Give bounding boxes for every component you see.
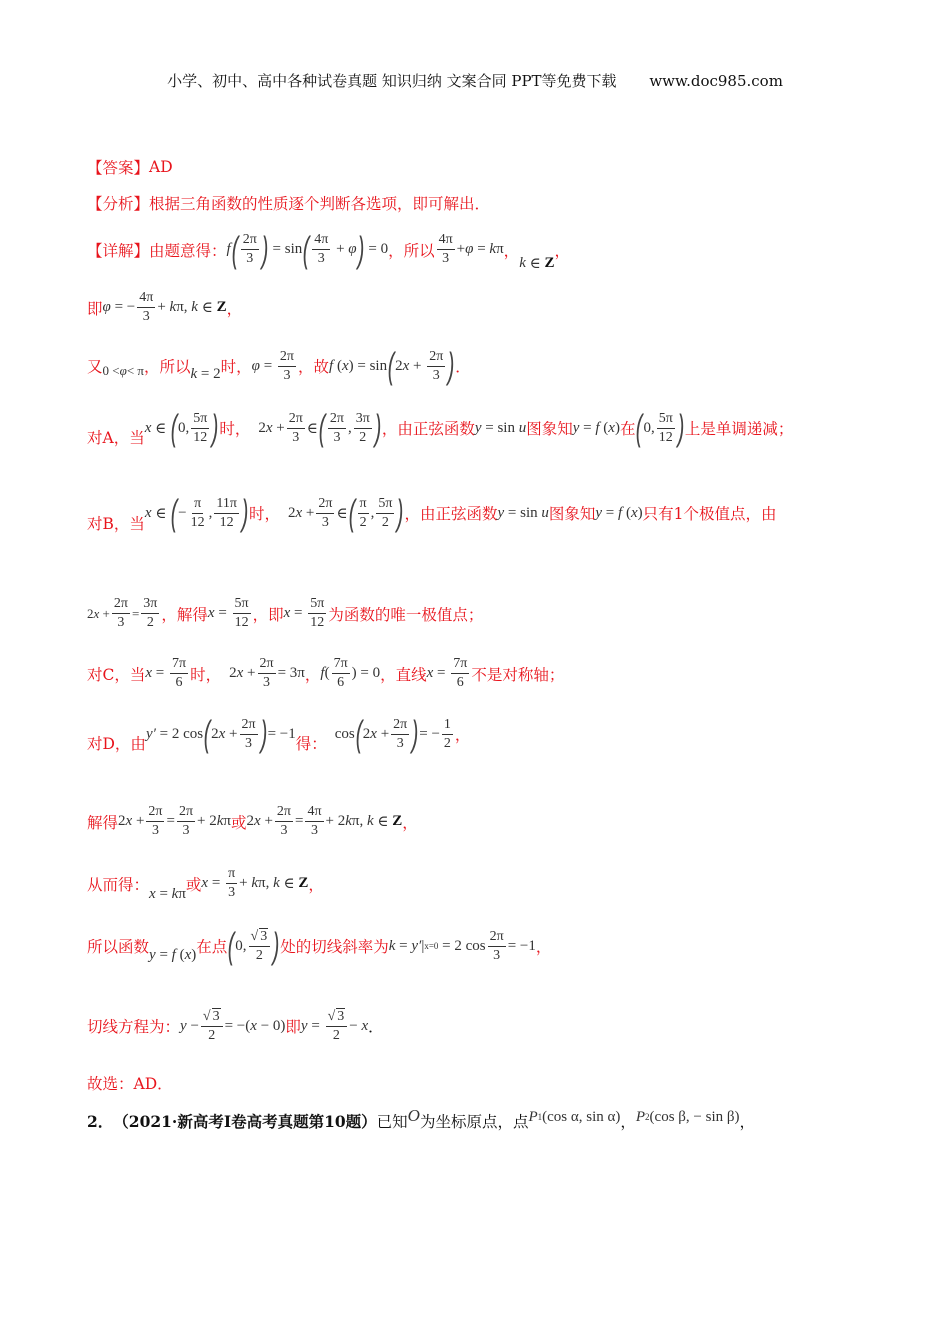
line-text: 图象知: [548, 505, 596, 523]
math-x-kpi: x = k π: [149, 886, 186, 902]
conclusion-text: 故选：AD．: [87, 1075, 173, 1093]
p1-label: P: [528, 1108, 538, 1125]
math-c-line: x = $\frac{7\pi}{6}$: [426, 656, 468, 690]
math-tangent-1: y − $\frac{√ 3}{2}$ = −( x − 0): [180, 1009, 286, 1043]
line-text: ．: [455, 358, 471, 376]
detail-tag: 【详解】: [87, 241, 150, 260]
line-text: 切线方程为：: [87, 1018, 181, 1036]
line-text: ，: [739, 1113, 756, 1131]
line-text: 已知: [376, 1113, 408, 1131]
page-header: [0, 70, 950, 91]
detail-text: ，: [554, 241, 570, 260]
detail-text: ，: [503, 241, 520, 260]
option-b2-line: [87, 596, 910, 631]
option-c-line: [87, 656, 910, 691]
line-text: ，所以: [143, 358, 191, 376]
line-text: ，直线: [380, 665, 427, 684]
line-text: ，: [308, 875, 324, 894]
math-tangent-2: y = $\frac{√ 3}{2}$ − x: [300, 1009, 369, 1043]
slope-line: [87, 925, 910, 966]
line-text: 或: [185, 875, 202, 894]
math-b-range: 2 x + $\frac{2\pi}{3}$ ∈ ( π 2 , 5π 2 ): [287, 492, 404, 533]
math-phi-value: φ = $\frac{2\pi}{3}$: [251, 348, 294, 383]
answer-value: AD: [149, 158, 173, 176]
line-text: 只有1个极值点，由: [642, 505, 777, 523]
math-p2: P 2 ( cos β, − sin β ): [635, 1108, 740, 1125]
math-f-value: f ( 2π 3 ) = sin ( 4π 3 + φ ) = 0: [226, 228, 389, 270]
math-y-fx: y = f ( x ): [572, 419, 620, 436]
analysis-line: [87, 192, 910, 214]
math-k-in-z: k ∈ Z: [519, 255, 555, 272]
math-solve-1: 2 x + $\frac{2\pi}{3}$ = $\frac{2\pi}{3}$ + 2 k π: [118, 804, 231, 838]
line-text: 时，: [220, 358, 252, 376]
math-b-interval: x ∈ ( − $\frac{\pi}{12}$ , 11π 12 ): [144, 492, 249, 533]
line-text: ，: [402, 813, 418, 832]
line-text: 即: [285, 1018, 301, 1036]
line-text: 对B，当: [87, 515, 145, 533]
line-text: ，由正弦函数: [381, 420, 475, 438]
line-text: ，: [304, 665, 321, 684]
conclusion-line: [87, 1072, 910, 1094]
line-text: 在点: [196, 938, 228, 956]
math-phi-range: 0 < φ < π: [102, 363, 144, 378]
line-text: 又: [87, 358, 103, 376]
p2-arg: cos β, − sin β: [654, 1108, 735, 1125]
line-text: 为函数的唯一极值点；: [328, 605, 484, 624]
analysis-tag: 【分析】: [87, 195, 150, 213]
line-text: 从而得：: [87, 875, 150, 894]
answer-line: [87, 156, 910, 178]
math-fx: f ( x ) = sin ( 2 x + $\frac{2\pi}{3}$ ): [329, 345, 455, 386]
line-text: 时，: [248, 505, 280, 523]
line-text: 或: [231, 813, 247, 832]
option-a-line: [87, 408, 910, 448]
line-text: 图象知: [526, 420, 573, 438]
math-phi: φ = − $\frac{4\pi}{3}$ + k π, k ∈ Z: [102, 290, 227, 324]
line-text: ，解得: [161, 605, 208, 624]
math-b2-x2: x = $\frac{5\pi}{12}$: [283, 596, 325, 630]
header-text: 小学、初中、高中各种试卷真题 知识归纳 文案合同 PPT等免费下载: [167, 72, 617, 90]
line-text: ，: [620, 1113, 636, 1131]
line-text: 对C，当: [87, 665, 146, 684]
line-text: 对D，由: [87, 735, 146, 753]
math-x-pi3: x = $\frac{\pi}{3}$ + k π, k ∈ Z: [201, 866, 309, 900]
math-d-deriv: y′ = 2 cos ( 2 x + $\frac{2\pi}{3}$ ) = −1: [145, 713, 296, 754]
you-line: [87, 345, 910, 386]
line-text: 不是对称轴；: [471, 665, 565, 684]
line-text: 时，: [190, 665, 222, 684]
math-p1: P 1 ( cos α, sin α ): [528, 1108, 621, 1125]
math-b2-x: x = $\frac{5\pi}{12}$: [207, 596, 249, 630]
math-y-fx-c: y = f ( x ): [149, 946, 197, 963]
math-slope: k = y′ | x=0 = 2 cos $\frac{2\pi}{3}$ = −1: [388, 928, 536, 963]
math-phase: 4π 3 + φ = k π: [438, 232, 504, 266]
line-text: 所以函数: [87, 938, 150, 956]
p2-label: P: [635, 1108, 646, 1125]
math-d-cos: cos ( 2 x + $\frac{2\pi}{3}$ ) = − $\frac{1}{2}$: [334, 713, 451, 754]
solve-line: [87, 804, 910, 839]
line-text: ，故: [298, 358, 330, 376]
math-sinu-b: y = sin u: [497, 504, 549, 521]
math-k2: k = 2: [190, 365, 221, 382]
line-text: 即: [87, 299, 103, 318]
math-y-fx-b: y = f ( x ): [595, 504, 643, 521]
line-text: ，: [535, 938, 552, 956]
line-text: 解得: [87, 813, 119, 832]
phi-line: [87, 290, 910, 325]
p2-sub: 2: [645, 1112, 650, 1122]
hence-line: [87, 864, 910, 903]
detail-text: 由题意得：: [149, 241, 227, 260]
tangent-line: [87, 1008, 910, 1044]
p1-arg: cos α, sin α: [547, 1108, 616, 1125]
math-origin: O: [407, 1106, 420, 1125]
question-2-line: [87, 1106, 910, 1132]
line-text: 上是单调递减；: [684, 420, 794, 438]
line-text: 为坐标原点，点: [419, 1113, 529, 1131]
line-text: ，由正弦函数: [404, 505, 498, 523]
answer-tag: 【答案】: [87, 159, 150, 177]
detail-text: ，所以: [388, 241, 435, 260]
line-text: ，: [454, 726, 471, 744]
line-text: 得：: [295, 735, 327, 753]
math-c-x: x = $\frac{7\pi}{6}$: [145, 656, 187, 690]
line-text: 在: [619, 420, 636, 438]
option-b-line: [87, 492, 910, 534]
question-source: （2021·新高考Ⅰ卷高考真题第10题）: [113, 1112, 377, 1131]
line-text: ，: [226, 299, 243, 318]
math-a-interval2: ( 0, 5π 12 ): [636, 407, 685, 448]
line-text: 对A，当: [87, 429, 145, 447]
math-sinu: y = sin u: [474, 419, 527, 436]
line-text: ，即: [252, 605, 284, 624]
line-text: 时，: [219, 420, 251, 438]
header-site: www.doc985.com: [649, 72, 783, 90]
question-number: 2．: [87, 1112, 114, 1131]
math-a-interval: x ∈ ( 0, 5π 12 ): [144, 407, 219, 448]
math-solve-2: 2 x + $\frac{2\pi}{3}$ = $\frac{4\pi}{3}$ + 2 k π, k ∈ Z: [246, 804, 403, 838]
p1-sub: 1: [537, 1112, 543, 1122]
math-c-f: f ( 7π 6 ) = 0: [320, 656, 381, 690]
math-b2-eq: 2 x + $\frac{2\pi}{3}$ = $\frac{3\pi}{2}$: [87, 596, 158, 630]
option-d-line: [87, 714, 910, 754]
math-point: ( 0, √ 3 2 ): [227, 925, 280, 966]
line-text: ．: [368, 1018, 384, 1036]
detail-line: [87, 226, 910, 273]
line-text: 处的切线斜率为: [280, 938, 389, 956]
analysis-text: 根据三角函数的性质逐个判断各选项，即可解出．: [149, 195, 491, 213]
math-c-eq: 2 x + $\frac{2\pi}{3}$ = 3π: [229, 656, 305, 690]
math-a-range: 2 x + $\frac{2\pi}{3}$ ∈ ( 2π 3 , 3π 2 ): [258, 407, 382, 448]
